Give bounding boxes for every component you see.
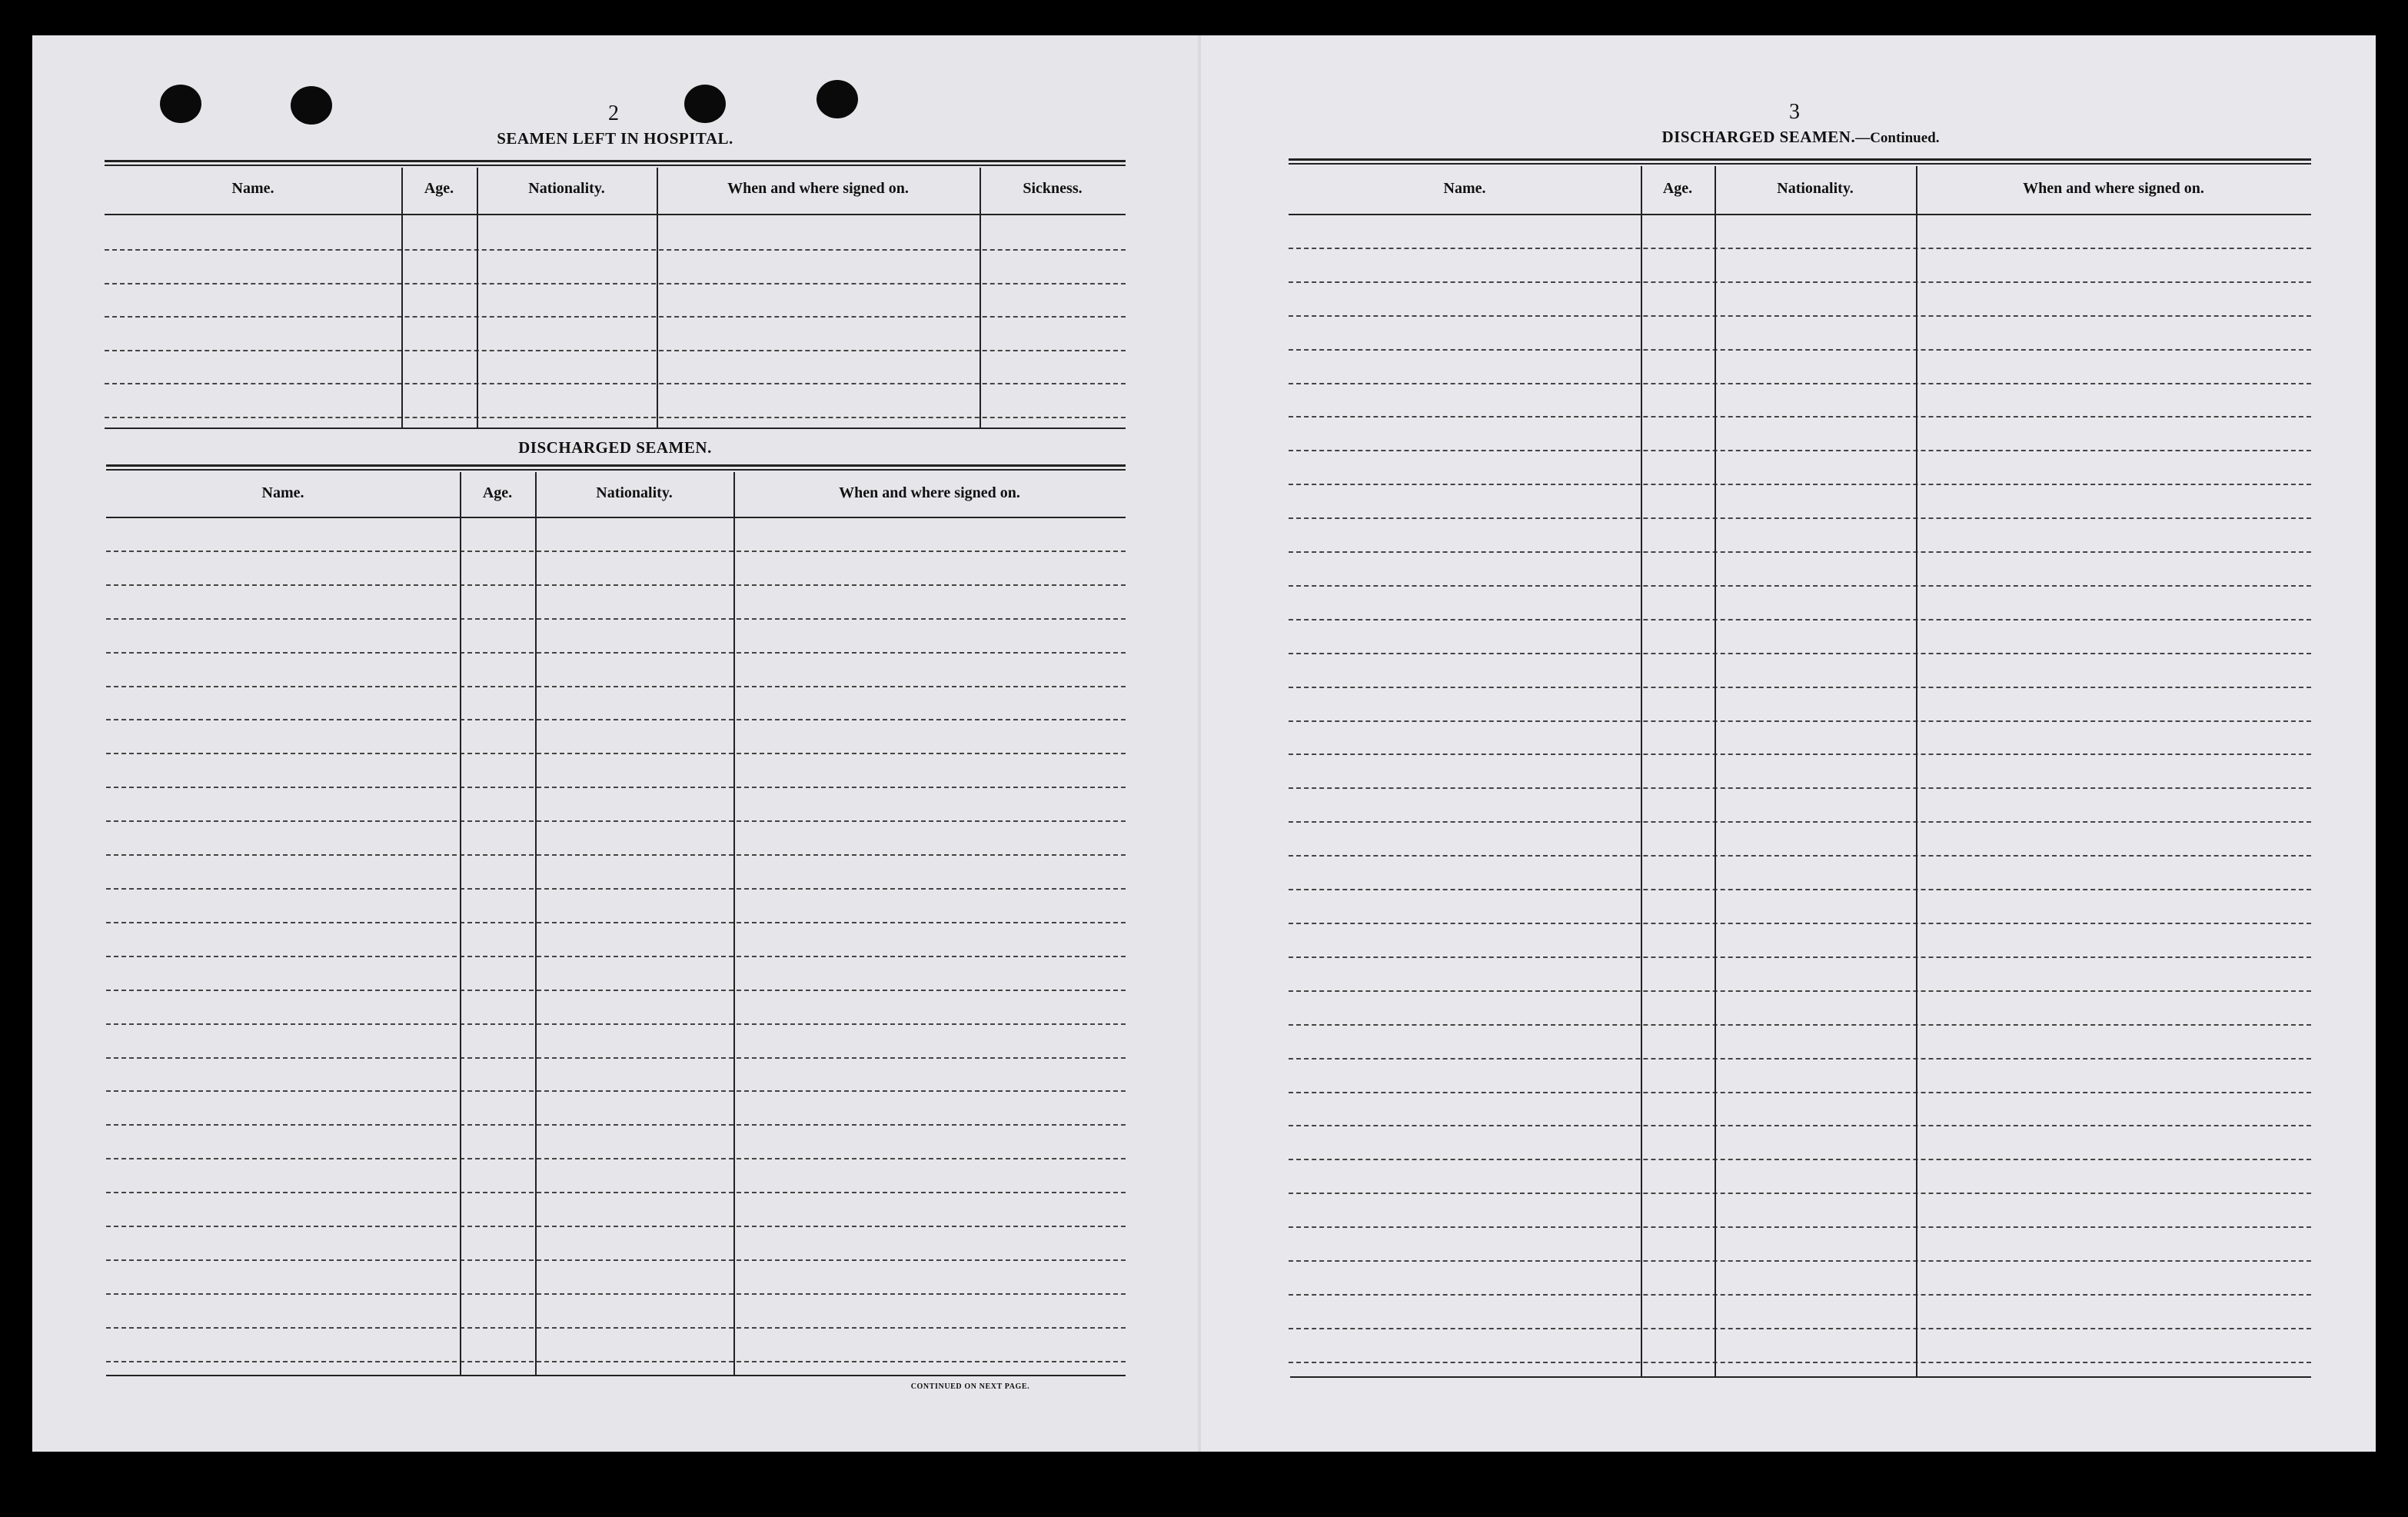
document-sheet: [32, 35, 2376, 1452]
ruled-line: [1289, 787, 2311, 789]
right-section-title: [1608, 128, 1993, 147]
ruled-line: [1289, 484, 2311, 485]
ruled-line: [106, 1124, 1126, 1126]
right-col-divider: [1641, 166, 1642, 1376]
ruled-line: [106, 956, 1126, 957]
ruled-line: [106, 618, 1126, 620]
ruled-line: [1289, 687, 2311, 688]
page-number: 2: [608, 101, 619, 125]
ruled-line: [1289, 383, 2311, 384]
ruled-line: [1289, 1260, 2311, 1262]
ruled-line: [105, 249, 1126, 251]
ruled-line: [106, 686, 1126, 687]
ruled-line: [1289, 889, 2311, 890]
right-header-rule: [1289, 214, 2311, 215]
ruled-line: [106, 854, 1126, 856]
hospital-col-nationality: Nationality.: [528, 180, 605, 197]
page-number: 3: [1789, 100, 1800, 124]
discharged-section-title: DISCHARGED SEAMEN.: [518, 438, 712, 457]
hospital-col-divider: [401, 168, 403, 427]
continued-note: CONTINUED ON NEXT PAGE.: [910, 1382, 1030, 1391]
ruled-line: [1289, 281, 2311, 283]
ruled-line: [1289, 248, 2311, 249]
ruled-line: [1289, 1362, 2311, 1363]
ruled-line: [106, 1226, 1126, 1227]
hospital-col-divider: [477, 168, 478, 427]
ruled-line: [1289, 653, 2311, 654]
ruled-line: [1289, 1328, 2311, 1329]
hospital-col-name: Name.: [231, 180, 274, 197]
ruled-line: [1289, 551, 2311, 553]
ruled-line: [1289, 315, 2311, 317]
right-col-nationality: Nationality.: [1777, 180, 1854, 197]
hospital-col-age: Age.: [424, 180, 454, 197]
discharged-top-rule: [106, 464, 1126, 467]
ruled-line: [1289, 855, 2311, 857]
ruled-line: [1289, 517, 2311, 519]
ruled-line: [1289, 990, 2311, 992]
ruled-line: [106, 922, 1126, 923]
right-page: [1201, 35, 2376, 1452]
hospital-col-sickness: Sickness.: [1023, 180, 1083, 197]
ruled-line: [1289, 1125, 2311, 1126]
ruled-line: [106, 1057, 1126, 1059]
ruled-line: [1289, 416, 2311, 418]
hospital-col-divider: [657, 168, 658, 427]
discharged-col-name: Name.: [261, 484, 304, 501]
ruled-line: [105, 283, 1126, 284]
ruled-line: [1289, 754, 2311, 755]
ruled-line: [1289, 1193, 2311, 1194]
ruled-line: [1289, 1024, 2311, 1026]
ruled-line: [106, 1327, 1126, 1329]
ruled-line: [1289, 585, 2311, 587]
right-col-name: Name.: [1443, 180, 1486, 197]
ruled-line: [1289, 349, 2311, 351]
ruled-line: [106, 888, 1126, 890]
hospital-col-divider: [979, 168, 981, 427]
ruled-line: [1289, 1159, 2311, 1160]
right-col-divider: [1715, 166, 1716, 1376]
ruled-line: [1289, 1294, 2311, 1296]
discharged-col-divider: [733, 472, 735, 1375]
hospital-section-title: SEAMEN LEFT IN HOSPITAL.: [497, 129, 733, 148]
ruled-line: [1289, 720, 2311, 722]
discharged-header-rule: [106, 517, 1126, 518]
ruled-line: [105, 383, 1126, 384]
right-title-suffix: —Continued.: [1855, 130, 1940, 146]
right-top-rule: [1289, 158, 2311, 161]
ruled-line: [105, 417, 1126, 418]
ruled-line: [106, 1023, 1126, 1025]
ruled-line: [106, 551, 1126, 552]
discharged-bottom-rule: [106, 1375, 1126, 1376]
discharged-col-divider: [460, 472, 461, 1375]
ruled-line: [1289, 956, 2311, 958]
ruled-line: [106, 719, 1126, 720]
ruled-line: [1289, 619, 2311, 620]
ruled-line: [105, 316, 1126, 318]
ruled-line: [106, 584, 1126, 586]
ruled-line: [106, 1259, 1126, 1261]
ruled-line: [1289, 821, 2311, 823]
ruled-line: [106, 1090, 1126, 1092]
ruled-line: [106, 753, 1126, 754]
discharged-col-signed-on: When and where signed on.: [839, 484, 1020, 501]
hospital-col-signed-on: When and where signed on.: [727, 180, 909, 197]
hospital-top-rule: [105, 160, 1126, 162]
right-bottom-rule: [1290, 1376, 2311, 1378]
ruled-line: [106, 820, 1126, 822]
ruled-line: [1289, 1226, 2311, 1228]
ruled-line: [106, 990, 1126, 991]
right-col-age: Age.: [1662, 180, 1693, 197]
ruled-line: [1289, 450, 2311, 451]
ruled-line: [1289, 1058, 2311, 1060]
left-page: [32, 35, 1201, 1452]
ruled-line: [106, 1158, 1126, 1159]
ruled-line: [106, 1293, 1126, 1295]
right-title-main: DISCHARGED SEAMEN.: [1661, 128, 1856, 146]
discharged-col-nationality: Nationality.: [596, 484, 673, 501]
ruled-line: [1289, 1092, 2311, 1093]
right-col-divider: [1916, 166, 1917, 1376]
ruled-line: [1289, 923, 2311, 924]
ruled-line: [105, 350, 1126, 351]
ruled-line: [106, 787, 1126, 788]
hospital-bottom-rule: [105, 427, 1126, 429]
right-col-signed-on: When and where signed on.: [2023, 180, 2204, 197]
hospital-header-rule: [105, 214, 1126, 215]
ruled-line: [106, 1192, 1126, 1193]
discharged-col-divider: [535, 472, 537, 1375]
ruled-line: [106, 1361, 1126, 1362]
discharged-col-age: Age.: [482, 484, 513, 501]
ruled-line: [106, 652, 1126, 654]
